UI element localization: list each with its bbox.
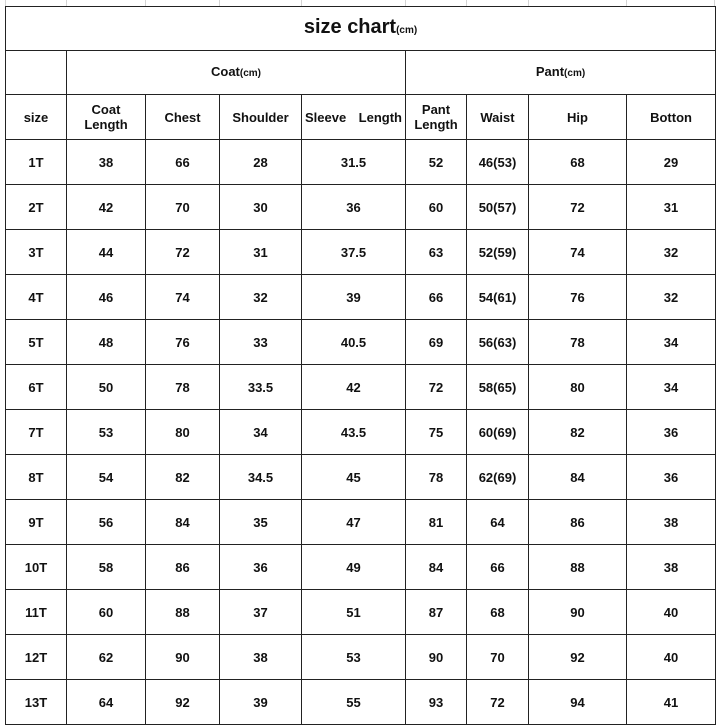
coat-length-cell: 48	[67, 320, 146, 365]
sleeve-length-cell: 37.5	[302, 230, 406, 275]
coat-length-cell: 38	[67, 140, 146, 185]
sleeve-length-cell: 42	[302, 365, 406, 410]
table-row	[6, 185, 716, 230]
shoulder-cell: 33	[220, 320, 302, 365]
coat-length-cell: 56	[67, 500, 146, 545]
table-row	[6, 635, 716, 680]
botton-cell: 38	[627, 545, 716, 590]
sleeve-length-cell: 45	[302, 455, 406, 500]
coat-group-label: Coat	[210, 64, 240, 79]
shoulder-cell: 35	[220, 500, 302, 545]
size-cell: 1T	[6, 140, 67, 185]
pant-length-cell: 72	[406, 365, 467, 410]
size-cell: 8T	[6, 455, 67, 500]
botton-cell: 34	[627, 365, 716, 410]
sleeve-length-cell: 43.5	[302, 410, 406, 455]
waist-cell: 56(63)	[467, 320, 529, 365]
hip-cell: 80	[529, 365, 627, 410]
waist-cell: 52(59)	[467, 230, 529, 275]
chest-cell: 70	[146, 185, 220, 230]
hip-cell: 82	[529, 410, 627, 455]
coat-length-cell: 64	[67, 680, 146, 725]
sleeve-length-cell: 53	[302, 635, 406, 680]
table-row	[6, 455, 716, 500]
pant-length-cell: 81	[406, 500, 467, 545]
table-row	[6, 140, 716, 185]
pant-length-cell: 90	[406, 635, 467, 680]
pant-length-cell: 66	[406, 275, 467, 320]
botton-cell: 36	[627, 455, 716, 500]
hip-cell: 72	[529, 185, 627, 230]
table-row	[6, 545, 716, 590]
pant-length-cell: 52	[406, 140, 467, 185]
botton-cell: 41	[627, 680, 716, 725]
waist-cell: 58(65)	[467, 365, 529, 410]
pant-length-cell: 93	[406, 680, 467, 725]
waist-cell: 62(69)	[467, 455, 529, 500]
group-header-blank	[6, 51, 67, 95]
coat-group-unit: (cm)	[239, 68, 261, 79]
hip-cell: 92	[529, 635, 627, 680]
coat-group-header	[67, 51, 406, 95]
size-cell: 4T	[6, 275, 67, 320]
coat-length-cell: 42	[67, 185, 146, 230]
shoulder-cell: 31	[220, 230, 302, 275]
coat-length-cell: 53	[67, 410, 146, 455]
size-cell: 7T	[6, 410, 67, 455]
pant-length-cell: 84	[406, 545, 467, 590]
chest-cell: 92	[146, 680, 220, 725]
hip-cell: 90	[529, 590, 627, 635]
col-header-sleeve-length	[302, 95, 406, 140]
hip-cell: 94	[529, 680, 627, 725]
pant-length-cell: 69	[406, 320, 467, 365]
table-row	[6, 680, 716, 725]
table-row	[6, 590, 716, 635]
table-row	[6, 230, 716, 275]
col-header-pant-length-line1: Pant	[421, 102, 451, 117]
size-chart-table	[5, 6, 716, 725]
col-header-waist: Waist	[467, 95, 529, 140]
waist-cell: 68	[467, 590, 529, 635]
table-row	[6, 410, 716, 455]
botton-cell: 38	[627, 500, 716, 545]
waist-cell: 50(57)	[467, 185, 529, 230]
coat-length-cell: 46	[67, 275, 146, 320]
sleeve-length-cell: 47	[302, 500, 406, 545]
chest-cell: 80	[146, 410, 220, 455]
chest-cell: 74	[146, 275, 220, 320]
col-header-coat-length-line1: Coat	[91, 102, 121, 117]
chart-title	[6, 7, 716, 51]
sleeve-length-cell: 51	[302, 590, 406, 635]
group-header-row	[6, 51, 716, 95]
chest-cell: 78	[146, 365, 220, 410]
col-header-hip: Hip	[529, 95, 627, 140]
hip-cell: 76	[529, 275, 627, 320]
waist-cell: 66	[467, 545, 529, 590]
shoulder-cell: 33.5	[220, 365, 302, 410]
shoulder-cell: 32	[220, 275, 302, 320]
hip-cell: 74	[529, 230, 627, 275]
col-header-botton: Botton	[627, 95, 716, 140]
waist-cell: 54(61)	[467, 275, 529, 320]
pant-group-label: Pant	[535, 64, 565, 79]
botton-cell: 32	[627, 275, 716, 320]
waist-cell: 72	[467, 680, 529, 725]
chest-cell: 86	[146, 545, 220, 590]
sleeve-length-cell: 49	[302, 545, 406, 590]
waist-cell: 70	[467, 635, 529, 680]
coat-length-cell: 54	[67, 455, 146, 500]
sleeve-length-cell: 36	[302, 185, 406, 230]
hip-cell: 78	[529, 320, 627, 365]
chart-title-unit: (cm)	[396, 24, 418, 36]
waist-cell: 46(53)	[467, 140, 529, 185]
shoulder-cell: 37	[220, 590, 302, 635]
sleeve-length-cell: 55	[302, 680, 406, 725]
pant-length-cell: 87	[406, 590, 467, 635]
size-cell: 10T	[6, 545, 67, 590]
hip-cell: 68	[529, 140, 627, 185]
botton-cell: 31	[627, 185, 716, 230]
sleeve-length-cell: 40.5	[302, 320, 406, 365]
shoulder-cell: 28	[220, 140, 302, 185]
chest-cell: 66	[146, 140, 220, 185]
shoulder-cell: 30	[220, 185, 302, 230]
botton-cell: 32	[627, 230, 716, 275]
coat-length-cell: 62	[67, 635, 146, 680]
sleeve-length-cell: 39	[302, 275, 406, 320]
size-cell: 5T	[6, 320, 67, 365]
size-cell: 11T	[6, 590, 67, 635]
shoulder-cell: 39	[220, 680, 302, 725]
hip-cell: 84	[529, 455, 627, 500]
column-header-row	[6, 95, 716, 140]
chest-cell: 90	[146, 635, 220, 680]
title-row	[6, 7, 716, 51]
chest-cell: 76	[146, 320, 220, 365]
chest-cell: 84	[146, 500, 220, 545]
botton-cell: 34	[627, 320, 716, 365]
col-header-pant-length	[406, 95, 467, 140]
size-cell: 12T	[6, 635, 67, 680]
size-cell: 13T	[6, 680, 67, 725]
pant-length-cell: 63	[406, 230, 467, 275]
col-header-coat-length-line2: Length	[84, 117, 128, 132]
table-row	[6, 365, 716, 410]
coat-length-cell: 50	[67, 365, 146, 410]
chest-cell: 72	[146, 230, 220, 275]
coat-length-cell: 44	[67, 230, 146, 275]
shoulder-cell: 34.5	[220, 455, 302, 500]
chest-cell: 88	[146, 590, 220, 635]
hip-cell: 86	[529, 500, 627, 545]
table-row	[6, 275, 716, 320]
table-row	[6, 500, 716, 545]
pant-length-cell: 78	[406, 455, 467, 500]
botton-cell: 40	[627, 590, 716, 635]
waist-cell: 64	[467, 500, 529, 545]
shoulder-cell: 36	[220, 545, 302, 590]
col-header-sleeve-word: Sleeve	[305, 109, 347, 125]
shoulder-cell: 34	[220, 410, 302, 455]
col-header-shoulder: Shoulder	[220, 95, 302, 140]
size-cell: 3T	[6, 230, 67, 275]
coat-length-cell: 60	[67, 590, 146, 635]
chest-cell: 82	[146, 455, 220, 500]
sleeve-length-cell: 31.5	[302, 140, 406, 185]
botton-cell: 36	[627, 410, 716, 455]
shoulder-cell: 38	[220, 635, 302, 680]
coat-length-cell: 58	[67, 545, 146, 590]
col-header-size: size	[6, 95, 67, 140]
pant-group-unit: (cm)	[564, 68, 586, 79]
col-header-pant-length-line2: Length	[414, 117, 458, 132]
botton-cell: 29	[627, 140, 716, 185]
chart-title-text: size chart	[303, 15, 397, 38]
table-row	[6, 320, 716, 365]
pant-length-cell: 60	[406, 185, 467, 230]
size-cell: 2T	[6, 185, 67, 230]
col-header-length-word: Length	[358, 109, 402, 125]
col-header-coat-length	[67, 95, 146, 140]
size-cell: 9T	[6, 500, 67, 545]
hip-cell: 88	[529, 545, 627, 590]
botton-cell: 40	[627, 635, 716, 680]
waist-cell: 60(69)	[467, 410, 529, 455]
col-header-chest: Chest	[146, 95, 220, 140]
pant-group-header	[406, 51, 716, 95]
size-cell: 6T	[6, 365, 67, 410]
pant-length-cell: 75	[406, 410, 467, 455]
